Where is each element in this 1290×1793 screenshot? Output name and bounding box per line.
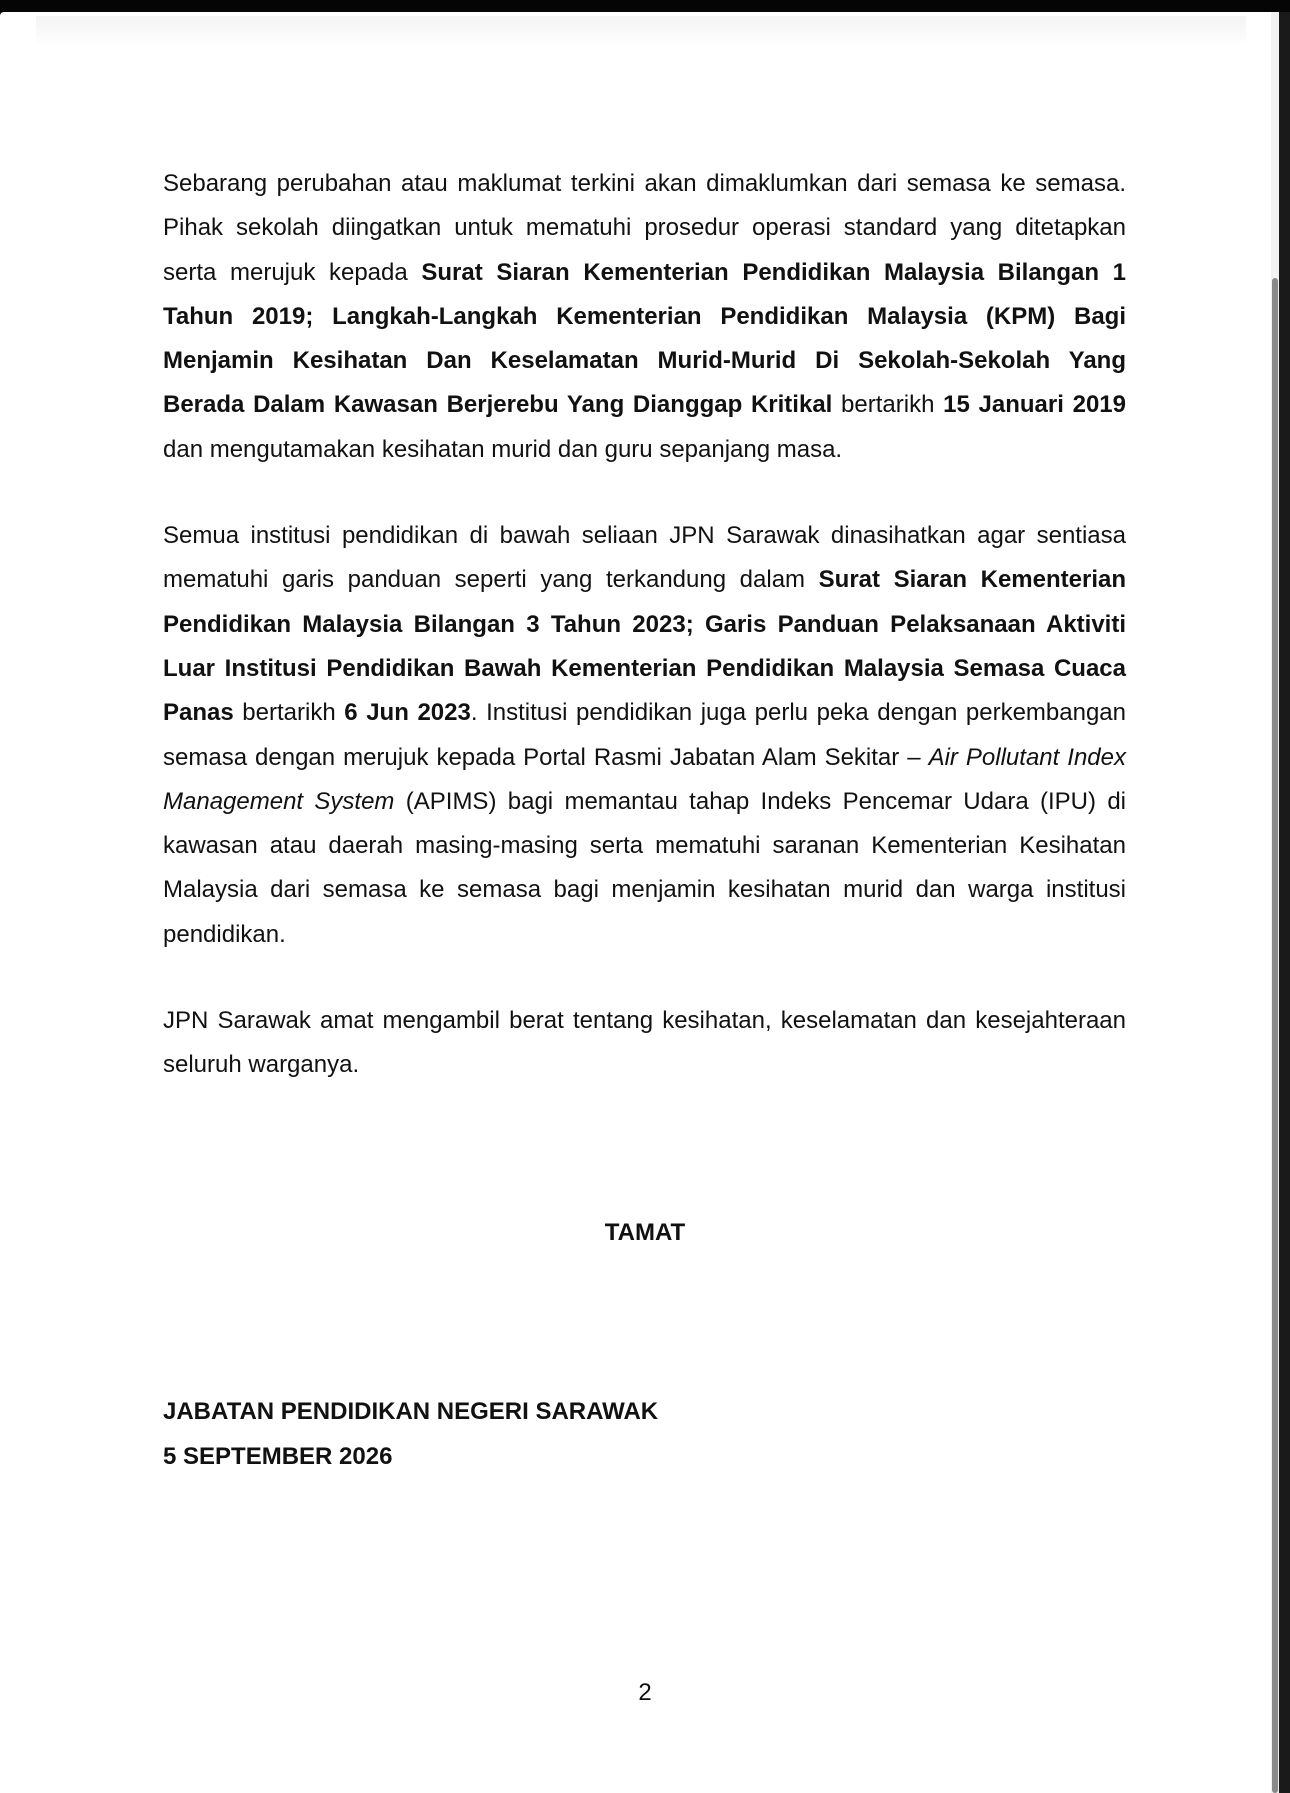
signature-organization: JABATAN PENDIDIKAN NEGERI SARAWAK <box>163 1398 659 1425</box>
text-run: (APIMS) bagi memantau tahap Indeks Pencemar Udara (IPU) di kawasan atau daerah masing-masing serta mematuhi saranan Kementerian Kesihatan Malaysia dari semasa ke semasa bagi menjamin kesihatan murid dan warga institusi pendidikan. <box>163 787 1126 948</box>
top-edge <box>0 0 1290 12</box>
text-run: Sebarang perubahan atau maklumat terkini akan dimaklumkan dari semasa ke semasa. Pihak sekolah diingatkan untuk mematuhi prosedur operasi standard yang ditetapkan serta merujuk kepada <box>163 170 1126 286</box>
text-run: JPN Sarawak amat mengambil berat tentang kesihatan, keselamatan dan kesejahteraan seluruh warganya. <box>163 1007 1126 1079</box>
text-run: bertarikh <box>832 391 944 419</box>
text-run-italic: Air Pollutant Index Management System <box>163 743 1127 815</box>
text-run-bold: Surat Siaran Kementerian Pendidikan Malaysia Bilangan 3 Tahun 2023; Garis Panduan Pelaksanaan Aktiviti Luar Institusi Pendidikan Bawah Kementerian Pendidikan Malaysia Semasa Cuaca Panas <box>163 566 1127 727</box>
scrollbar-thumb[interactable] <box>1272 278 1278 1793</box>
text-run-bold: 6 Jun 2023 <box>344 699 471 727</box>
text-run-bold: 15 Januari 2019 <box>943 391 1126 419</box>
end-marker: TAMAT <box>604 1219 686 1246</box>
text-run-bold: Surat Siaran Kementerian Pendidikan Malaysia Bilangan 1 Tahun 2019; Langkah-Langkah Kementerian Pendidikan Malaysia (KPM) Bagi Menjamin Kesihatan Dan Keselamatan Murid-Murid Di Sekolah-Sekolah Yang Berada Dalam Kawasan Berjerebu Yang Dianggap Kritikal <box>163 258 1126 419</box>
text-run: bertarikh <box>233 699 345 727</box>
document-body <box>163 162 1126 1088</box>
paragraph-haze-guidelines <box>163 162 1126 472</box>
signature-block <box>163 1389 658 1479</box>
signature-date: 5 SEPTEMBER 2026 <box>163 1443 393 1470</box>
text-run: dan mengutamakan kesihatan murid dan guru sepanjang masa. <box>163 435 843 463</box>
text-run: Semua institusi pendidikan di bawah seliaan JPN Sarawak dinasihatkan agar sentiasa mematuhi garis panduan seperti yang terkandung dalam <box>163 522 1126 594</box>
window-edge <box>1279 12 1290 1793</box>
paragraph-hot-weather-guidelines <box>163 514 1126 957</box>
text-run: . Institusi pendidikan juga perlu peka dengan perkembangan semasa dengan merujuk kepada Portal Rasmi Jabatan Alam Sekitar – <box>163 699 1127 771</box>
paragraph-closing <box>163 999 1126 1088</box>
page-number: 2 <box>638 1679 652 1706</box>
page-top-shadow <box>36 16 1246 46</box>
